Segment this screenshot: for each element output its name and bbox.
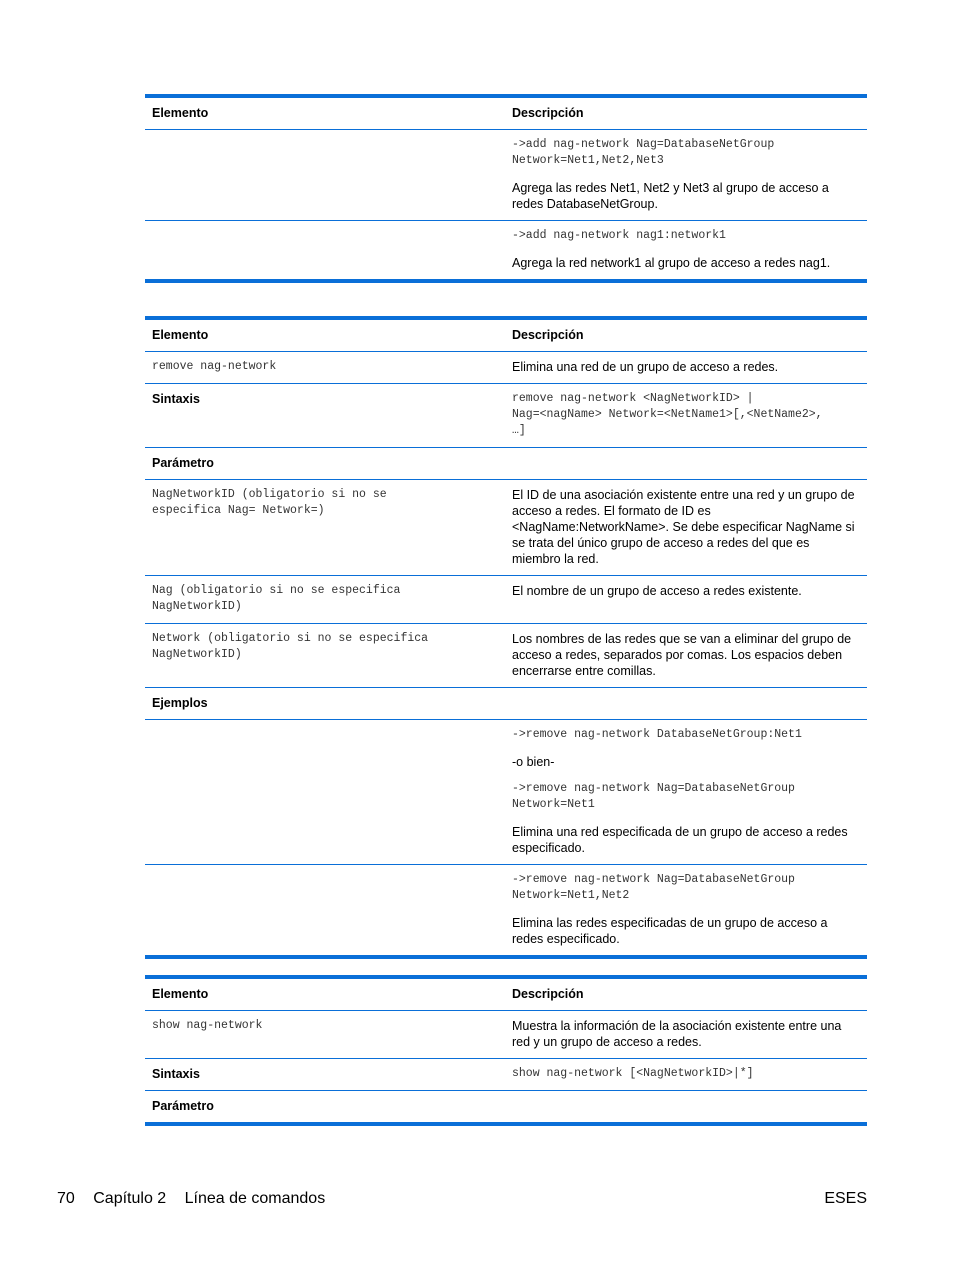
example-text: Agrega la red network1 al grupo de acceso a redes nag1.: [512, 256, 831, 270]
example-row: [145, 864, 867, 955]
syntax-row: [145, 1058, 867, 1090]
parameter-section-row: [145, 1090, 867, 1122]
syntax-label: Sintaxis: [152, 1067, 200, 1081]
syntax-value: remove nag-network <NagNetworkID> | Nag=<nagName> Network=<NetName1>[,<NetName2>, …]: [512, 392, 823, 437]
parameter-name: Network (obligatorio si no se especifica NagNetworkID): [152, 632, 429, 661]
command-description: Muestra la información de la asociación existente entre una red y un grupo de acceso a redes.: [512, 1019, 842, 1049]
parameter-row: [145, 575, 867, 623]
example-code: ->remove nag-network Nag=DatabaseNetGroup Network=Net1: [512, 782, 795, 811]
header-descripcion: Descripción: [512, 328, 584, 342]
example-code: ->add nag-network nag1:network1: [512, 229, 726, 242]
table-row: [145, 220, 867, 279]
example-code: ->add nag-network Nag=DatabaseNetGroup Network=Net1,Net2,Net3: [512, 138, 775, 167]
parameter-description: Los nombres de las redes que se van a eliminar del grupo de acceso a redes, separados por comas. Los espacios deben encerrarse entre comillas.: [512, 632, 852, 678]
parameter-section-row: [145, 447, 867, 479]
parameter-row: [145, 479, 867, 575]
example-code: ->remove nag-network DatabaseNetGroup:Net1: [512, 728, 802, 741]
chapter-title: Línea de comandos: [184, 1190, 326, 1207]
header-elemento: Elemento: [152, 106, 209, 120]
command-row: [145, 1011, 867, 1058]
example-or: -o bien-: [512, 755, 555, 769]
command-name: remove nag-network: [152, 360, 277, 373]
language-code: ESES: [824, 1190, 867, 1207]
table-add-nag-network-examples: [145, 94, 867, 283]
parameter-row: [145, 623, 867, 687]
table-header: [145, 98, 867, 130]
cell-description: [505, 130, 867, 220]
parameter-name: NagNetworkID (obligatorio si no se especifica Nag= Network=): [152, 488, 387, 517]
header-elemento: Elemento: [152, 328, 209, 342]
examples-section-row: [145, 687, 867, 719]
command-description: Elimina una red de un grupo de acceso a redes.: [512, 360, 779, 374]
parameter-label: Parámetro: [152, 1099, 214, 1113]
table-show-nag-network: [145, 975, 867, 1126]
table-header: [145, 320, 867, 352]
syntax-label: Sintaxis: [152, 392, 200, 406]
table-row: [145, 130, 867, 220]
command-name: show nag-network: [152, 1019, 263, 1032]
parameter-description: El ID de una asociación existente entre una red y un grupo de acceso a redes. El formato de ID es <NagName:NetworkName>. Se debe especificar NagName si se trata del único grupo de acceso a redes del que es miembro la red.: [512, 488, 855, 566]
example-text: Agrega las redes Net1, Net2 y Net3 al grupo de acceso a redes DatabaseNetGroup.: [512, 181, 829, 211]
syntax-value: show nag-network [<NagNetworkID>|*]: [512, 1067, 754, 1080]
table-header: [145, 979, 867, 1011]
example-text: Elimina una red especificada de un grupo de acceso a redes especificado.: [512, 825, 848, 855]
syntax-row: [145, 383, 867, 447]
cell-element: [145, 221, 505, 279]
examples-label: Ejemplos: [152, 696, 208, 710]
page-footer: [57, 1190, 867, 1208]
table-remove-nag-network: [145, 316, 867, 959]
example-row: [145, 719, 867, 864]
header-descripcion: Descripción: [512, 987, 584, 1001]
chapter-label: Capítulo 2: [93, 1190, 167, 1207]
example-code: ->remove nag-network Nag=DatabaseNetGroup Network=Net1,Net2: [512, 873, 795, 902]
command-row: [145, 352, 867, 383]
header-descripcion: Descripción: [512, 106, 584, 120]
parameter-label: Parámetro: [152, 456, 214, 470]
parameter-name: Nag (obligatorio si no se especifica NagNetworkID): [152, 584, 401, 613]
cell-element: [145, 130, 505, 220]
parameter-description: El nombre de un grupo de acceso a redes existente.: [512, 584, 802, 598]
footer-left: [57, 1190, 339, 1208]
header-elemento: Elemento: [152, 987, 209, 1001]
example-text: Elimina las redes especificadas de un grupo de acceso a redes especificado.: [512, 916, 828, 946]
cell-description: [505, 221, 867, 279]
page-number: 70: [57, 1190, 75, 1207]
